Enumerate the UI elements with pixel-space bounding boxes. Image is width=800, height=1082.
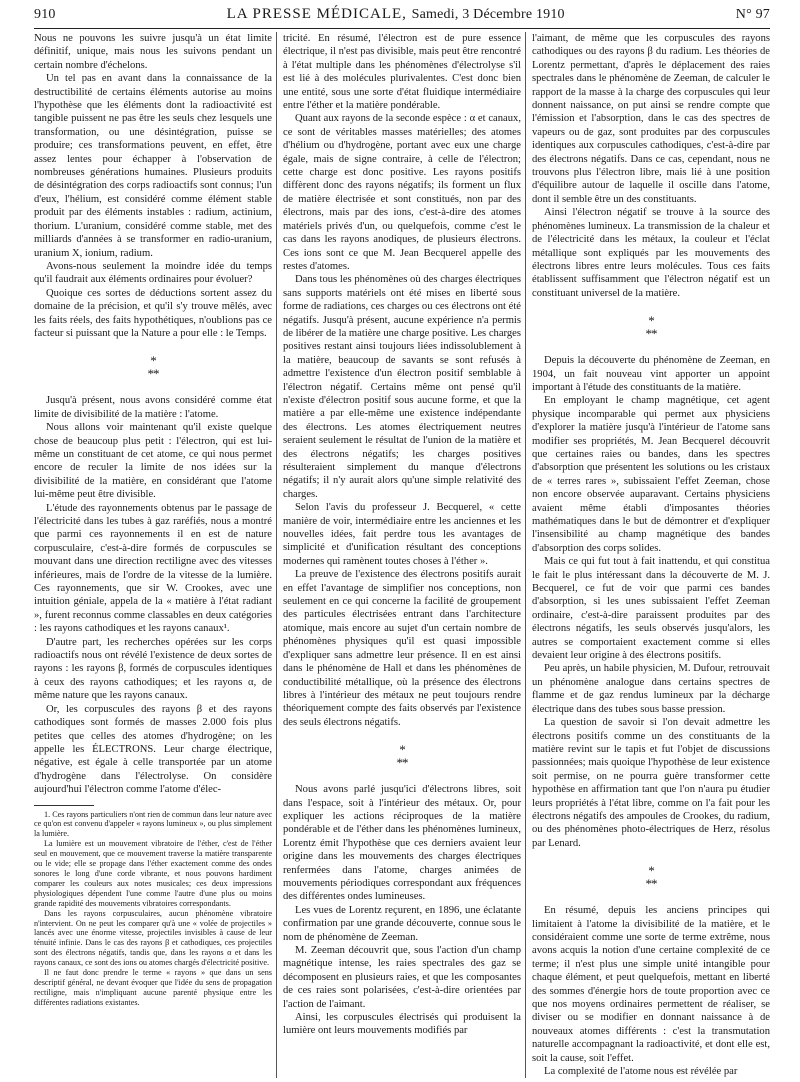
column-divider <box>276 32 277 1078</box>
paragraph: Ainsi l'électron négatif se trouve à la source des phénomènes lumineux. La transmission de la chaleur et de l'électricité dans les métaux, la couleur et l'éclat métallique sont expliqués par les mouvements des électrons libres entre leurs molécules. Tous ces faits établissent suffisamment que l'électron négatif est un constituant universel de la matière. <box>532 207 770 299</box>
issue-date: Samedi, 3 Décembre 1910 <box>411 7 565 22</box>
paragraph: En résumé, depuis les anciens principes qui limitaient à l'atome la divisibilité de la matière, et le considéraient comme une sorte de terme extrême, nous avons acquis la notion d'une certaine complexité de ce terme; il n'est plus une simple unité intangible pour chaque élément, et peut quelquefois, mettant en liberté des sommes d'énergie hors de toute proportion avec ce que nos moyens ordinaires permettent de réaliser, se diviser ou se modifier en donnant naissance à de nouveaux atomes différents : c'est la transmutation naturelle accompagnant la radioactivité, et dont elle est, soit la cause, soit l'effet. <box>532 905 770 1064</box>
section-separator: * ** <box>147 353 159 382</box>
journal-name: LA PRESSE MÉDICALE, <box>226 6 407 22</box>
paragraph: Quoique ces sortes de déductions sortent assez du domaine de la précision, et qu'il s'y trouve mêlés, avec les faits réels, des faits hypothétiques, n'oublions pas ce facteur si puissant que la Nature a pour elle : le Temps. <box>34 287 272 339</box>
header-rule <box>34 28 770 29</box>
footnotes <box>34 810 272 1008</box>
paragraph: Quant aux rayons de la seconde espèce : α et canaux, ce sont de véritables masses matérielles; des atomes d'hélium ou d'hydrogène, portant avec eux une charge égale, mais de signe contraire, à celle de l'électron; cette charge est donc positive. Les rayons positifs diffèrent donc des rayons négatifs; ils forment un flux de matière électrisée et sont constitués, non par des électrons, mais par des ions, c'est-à-dire des atomes matériels privés d'un, ou quelquefois, comme c'est le cas dans les rayons anodiques, de plusieurs électrons. Ces ions sont ce que M. Jean Becquerel appelle des restes d'atomes. <box>283 113 521 272</box>
section-separator: * ** <box>645 313 657 342</box>
paragraph: D'autre part, les recherches opérées sur les corps radioactifs nous ont révélé l'existence de deux sortes de rayons : les rayons β, formés de corpuscules identiques à ceux des rayons cathodiques; et les rayons α, de même nature que les rayons canaux. <box>34 636 272 702</box>
paragraph: l'aimant, de même que les corpuscules des rayons cathodiques ou des rayons β du radium. Les théories de Lorentz permettant, d'après le déplacement des raies spectrales dans le phénomène de Zeeman, de calculer le rapport de la masse à la charge des corpuscules qui leur donnent naissance, on put ainsi se rendre compte que l'émission et l'absorption, dans le cas des spectres de vapeurs ou de gaz, sont produites par des corpuscules identiques aux corpuscules cathodiques, c'est-à-dire par des électrons négatifs. Dans ce cas, cependant, nous ne trouvons plus l'électron libre, mais lié à une position d'équilibre autour de laquelle il oscille dans l'atome, dont il semble être un des constituants. <box>532 33 770 205</box>
paragraph: Peu après, un habile physicien, M. Dufour, retrouvait un phénomène analogue dans certains spectres de flamme et de gaz rendus lumineux par la décharge électrique dans des tubes sous basse pression. <box>532 663 770 715</box>
paragraph: Nous allons voir maintenant qu'il existe quelque chose de beaucoup plus petit : l'électron, qui est lui-même un constituant de cet atome, ce qui nous permet encore de reculer la limite de nos idées sur la divisibilité de la matière, en considérant que l'atome lui-même peut être divisible. <box>34 422 272 501</box>
paragraph: Jusqu'à présent, nous avons considéré comme état limite de divisibilité de la matière : l'atome. <box>34 395 272 420</box>
paragraph: En employant le champ magnétique, cet agent physique incomparable qui permet aux physiciens d'explorer la matière jusqu'à l'intérieur de l'atome sans modifier ses propriétés, M. Jean Becquerel découvrit que certaines raies ou bandes, dans les spectres d'absorption que présentent les solutions ou les cristaux de « terres rares », subissaient l'effet Zeeman, chose non encore observée auparavant. Certains physiciens avaient même établi d'imposantes théories mathématiques dans le but de démontrer et d'expliquer l'insensibilité au champ magnétique des bandes d'absorption des corps solides. <box>532 395 770 554</box>
section-separator: * ** <box>396 742 408 771</box>
paragraph: Nous avons parlé jusqu'ici d'électrons libres, soit dans l'espace, soit à l'intérieur des métaux. Or, pour expliquer les actions réciproques de la matière pondérable et de l'éther dans les phénomènes lumineux, Lorentz émit l'hypothèse que ces derniers avaient leur origine dans les mouvements des charges électriques renfermées dans l'atome, charges animées de mouvements périodiques correspondant aux fréquences des différentes ondes lumineuses. <box>283 784 521 903</box>
paragraph: Ainsi, les corpuscules électrisés qui produisent la lumière ont leurs mouvements modifiés par <box>283 1012 521 1037</box>
paragraph: La complexité de l'atome nous est révélée par <box>544 1066 738 1078</box>
paragraph: Un tel pas en avant dans la connaissance de la destructibilité de certains éléments autorise au moins l'hypothèse que les éléments dont la radioactivité est tangible puissent ne pas être les seuls chez lesquels une transformation, ou une désintégration, puisse se produire; ces transformations peuvent, en effet, être assez lentes pour échapper à l'observation de nombreuses générations humaines. Plusieurs produits de désintégration des corps radioactifs sont connus; l'un d'eux, l'hélium, est considéré comme élément stable produit par des éléments instables : radium, actinium, thorium. L'uranium, considéré comme stable, met des milliards d'années à se transformer en radio-uranium, uranium X, ionium, radium. <box>34 73 272 259</box>
footnote: Dans les rayons corpusculaires, aucun phénomène vibratoire n'intervient. On ne peut les comparer qu'à une « volée de projectiles » lancés avec une énorme vitesse, projectiles invisibles à cause de leur ténuité infinie. Dans le cas des rayons β et cathodiques, ces projectiles sont des électrons négatifs, tandis que, dans les rayons α et dans les rayons canaux, ce sont des ions ou atomes chargés d'électricité positive. <box>34 908 272 968</box>
footnote: Il ne faut donc prendre le terme « rayons » que dans un sens descriptif général, ne devant évoquer que l'idée du sens de propagation rectiligne, mais n'impliquant aucune parenté physique entre les différentes radiations existantes. <box>34 968 272 1007</box>
paragraph: M. Zeeman découvrit que, sous l'action d'un champ magnétique intense, les raies spectrales des gaz se décomposent en plusieurs raies, et que les composantes de ces raies sont polarisées, c'est-à-dire orientées par l'action de l'aimant. <box>283 945 521 1010</box>
footnote: 1. Ces rayons particuliers n'ont rien de commun dans leur nature avec ce qu'on est convenu d'appeler « rayons lumineux », ou plus simplement la lumière. <box>34 809 272 839</box>
paragraph: Mais ce qui fut tout à fait inattendu, et qui constitua le fait le plus intéressant dans la découverte de M. J. Becquerel, ce fut de voir que parmi ces bandes d'absorption, si les unes subissaient l'effet Zeeman ordinaire, c'est-à-dire paraissent produites par des électrons négatifs, les seuls observés jusqu'alors, les autres se comportaient exactement comme si elles devaient leur origine à des électrons positifs. <box>532 556 770 662</box>
paragraph: Avons-nous seulement la moindre idée du temps qu'il faudrait aux éléments ordinaires pour évoluer? <box>34 260 272 286</box>
paragraph: La preuve de l'existence des électrons positifs aurait en effet l'avantage de simplifier nos conceptions, non seulement en ce qui concerne la facilité de groupement des particules électrisées entrant dans l'architecture atomique, mais encore au sujet d'un certain nombre de phénomènes physiques qu'il est quasi impossible d'expliquer sans admettre leur présence. Il en est ainsi dans le phénomène de Hall et dans les phénomènes de conductibilité métallique, où la présence des électrons libres à l'intérieur des métaux ne peut toujours rendre théoriquement compte des faits observés par l'existence des seuls électrons négatifs. <box>283 569 521 728</box>
running-title <box>227 6 565 23</box>
paragraph: L'étude des rayonnements obtenus par le passage de l'électricité dans les tubes à gaz raréfiés, nous a montré que parmi ces rayonnements il en est de nature corpusculaire, c'est-à-dire formés de corpuscules se mouvant dans une direction rectiligne avec des vitesses inférieures, mais de l'ordre de la vitesse de la lumière. Ces rayonnements, que sir W. Crookes, avec une intuition géniale, appela de la « matière à l'état radiant », furent reconnus comme classables en deux catégories : les rayons cathodiques et les rayons canaux¹. <box>34 502 272 635</box>
column-divider <box>525 32 526 1078</box>
column-3 <box>532 32 770 1078</box>
page-header <box>34 6 770 26</box>
paragraph: Or, les corpuscules des rayons β et des rayons cathodiques sont formés de masses 2.000 fois plus petites que celles des atomes d'hydrogène; on les appelle les ÉLECTRONS. Leur charge électrique, négative, est égale à celle transportée par un atome d'hydrogène dans l'électrolyse. On considère aujourd'hui l'électron comme l'atome d'élec- <box>34 703 272 796</box>
column-2 <box>283 32 521 1078</box>
column-1 <box>34 32 272 1078</box>
footnote: La lumière est un mouvement vibratoire de l'éther, c'est de l'éther seul en mouvement, que ce mouvement traverse la matière transparente ou le vide; elle se propage dans l'éther exactement comme des ondes sonores le long d'une corde vibrante, et nous pouvons hardiment comparer les couleurs aux notes musicales; ces deux impressions physiologiques dépendent l'une comme l'autre d'une plus ou moins grande rapidité des mouvements vibratoires correspondants. <box>34 839 272 908</box>
issue-number: N° 97 <box>735 7 770 22</box>
paragraph: Selon l'avis du professeur J. Becquerel, « cette manière de voir, intermédiaire entre les anciennes et les nouvelles idées, fait perdre tous les avantages de simplicité et d'unification résultant des conceptions modernes qui ramènent toutes choses à l'éther ». <box>283 502 521 567</box>
paragraph: Nous ne pouvons les suivre jusqu'à un état limite définitif, unique, mais nous les suivons pendant un certain nombre d'échelons. <box>34 33 272 71</box>
paragraph: Dans tous les phénomènes où des charges électriques sans supports matériels ont été mises en liberté sous forme de radiations, ces charges ou ces électrons ont été négatifs. Jusqu'à présent, aucune expérience n'a permis de libérer de la matière une charge positive. Les charges positives restant ainsi toujours liées indissolublement à la matière, beaucoup de savants se sont refusés à admettre l'existence d'un électron positif semblable à l'électron négatif. Certains même ont pensé qu'il n'existe d'électron positif sous aucune forme, et que la matière a par elle-même une existence indépendante des électrons. Les atomes électriquement neutres seraient seulement le résultat de l'union de la matière et des électrons négatifs; les charges positives résulteraient simplement du manque d'électrons négatifs; il n'y aurait alors qu'une simple relativité des charges. <box>283 274 521 500</box>
paragraph: Depuis la découverte du phénomène de Zeeman, en 1904, un fait nouveau vint apporter un appoint important à l'étude des constituants de la matière. <box>532 355 770 393</box>
footnote-rule <box>34 805 94 806</box>
page-number: 910 <box>34 7 56 22</box>
paragraph: tricité. En résumé, l'électron est de pure essence électrique, il n'est pas divisible, mais peut être rencontré à l'état multiple dans les phénomènes d'électrolyse s'il est lié à des molécules plurivalentes. C'est donc bien une entité, sous une sorte d'état fluidique intermédiaire entre l'éther et la matière pondérable. <box>283 33 521 112</box>
paragraph: La question de savoir si l'on devait admettre les électrons positifs comme un des constituants de la matière revint sur le tapis et fut l'objet de discussions passionnées; mais quoique l'hypothèse de leur existence soit permise, on ne pourra guère transformer cette hypothèse en affirmation tant que l'on n'aura pu étudier leurs propriétés à l'état libre, comme on l'a fait pour les électrons négatifs des ampoules de Crookes, du radium, ou des phénomènes photo-électriques de Herz, résolus par Lenard. <box>532 717 770 849</box>
paragraph: Les vues de Lorentz reçurent, en 1896, une éclatante confirmation par une grande découverte, connue sous le nom de phénomène de Zeeman. <box>283 904 521 943</box>
section-separator: * ** <box>645 863 657 892</box>
